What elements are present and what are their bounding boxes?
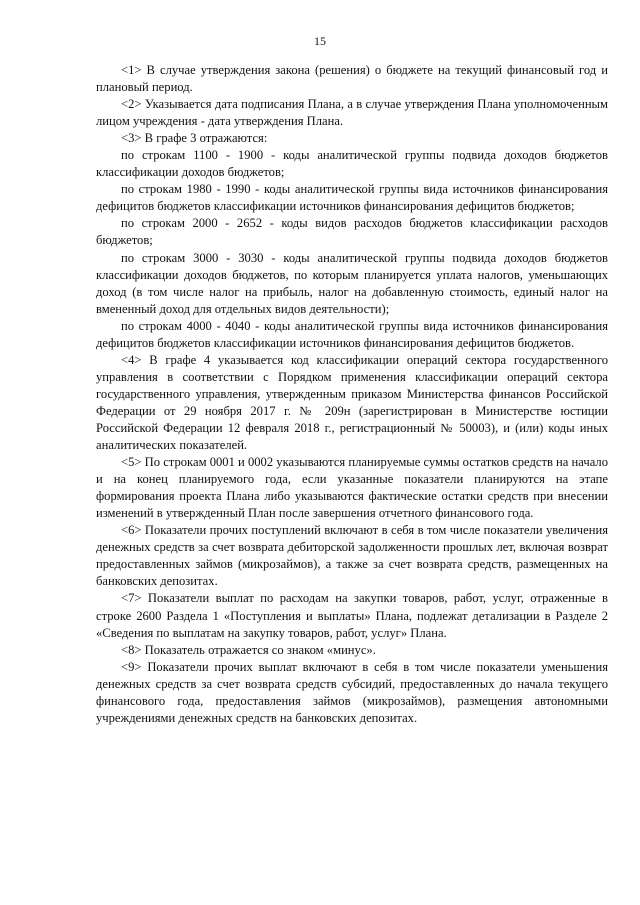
footnote-6: <6> Показатели прочих поступлений включают в себя в том числе показатели увеличения денежных средств за счет возврата дебиторской задолженности прошлых лет, включая возврат предоставленных займов (микрозаймов), а также за счет возврата средств, размещенных на банковских депозитах. xyxy=(96,523,608,589)
footnote-3-item-2000-2652: по строкам 2000 - 2652 - коды видов расходов бюджетов классификации расходов бюджетов; xyxy=(96,216,608,248)
footnote-1: <1> В случае утверждения закона (решения) о бюджете на текущий финансовый год и плановый период. xyxy=(96,63,608,95)
footnote-9: <9> Показатели прочих выплат включают в себя в том числе показатели уменьшения денежных средств за счет возврата средств субсидий, предоставленных до начала текущего финансового года, предоставления займов (микрозаймов), размещения автономными учреждениями денежных средств на банковских депозитах. xyxy=(96,659,608,725)
footnote-7: <7> Показатели выплат по расходам на закупки товаров, работ, услуг, отраженные в строке 2600 Раздела 1 «Поступления и выплаты» Плана, подлежат детализации в Разделе 2 «Сведения по выплатам на закупку товаров, работ, услуг» Плана. xyxy=(96,591,608,640)
footnote-8: <8> Показатель отражается со знаком «минус». xyxy=(121,642,376,657)
footnote-4: <4> В графе 4 указывается код классификации операций сектора государственного управления в соответствии с Порядком применения классификации операций сектора государственного управления, утвержденным приказом Министерства финансов Российской Федерации от 29 ноября 2017 г. № 209н (зарегистрирован в Министерстве юстиции Российской Федерации 12 февраля 2018 г., регистрационный № 50003), и (или) коды иных аналитических показателей. xyxy=(96,352,608,453)
footnote-5: <5> По строкам 0001 и 0002 указываются планируемые суммы остатков средств на начало и на конец планируемого года, если указанные показатели планируются на этапе формирования проекта Плана либо указываются фактические остатки средств при внесении изменений в утвержденный План после завершения отчетного финансового года. xyxy=(96,455,608,521)
footnote-3-item-4000-4040: по строкам 4000 - 4040 - коды аналитической группы вида источников финансирования дефицитов бюджетов классификации источников финансирования дефицитов бюджетов. xyxy=(96,318,608,350)
page-number: 15 xyxy=(314,34,326,48)
footnote-3-item-1100-1900: по строкам 1100 - 1900 - коды аналитической группы подвида доходов бюджетов классификации доходов бюджетов; xyxy=(96,148,608,180)
footnote-3-item-3000-3030: по строкам 3000 - 3030 - коды аналитической группы подвида доходов бюджетов классификации доходов бюджетов, по которым планируется уплата налогов, уменьшающих доход (в том числе налог на прибыль, налог на добавленную стоимость, единый налог на вмененный доход для отдельных видов деятельности); xyxy=(96,250,608,316)
footnote-3-item-1980-1990: по строкам 1980 - 1990 - коды аналитической группы вида источников финансирования дефицитов бюджетов классификации источников финансирования дефицитов бюджетов; xyxy=(96,182,608,214)
footnotes-body xyxy=(96,62,608,727)
footnote-3: <3> В графе 3 отражаются: xyxy=(121,131,268,146)
footnote-2: <2> Указывается дата подписания Плана, а в случае утверждения Плана уполномоченным лицом учреждения - дата утверждения Плана. xyxy=(96,97,608,129)
